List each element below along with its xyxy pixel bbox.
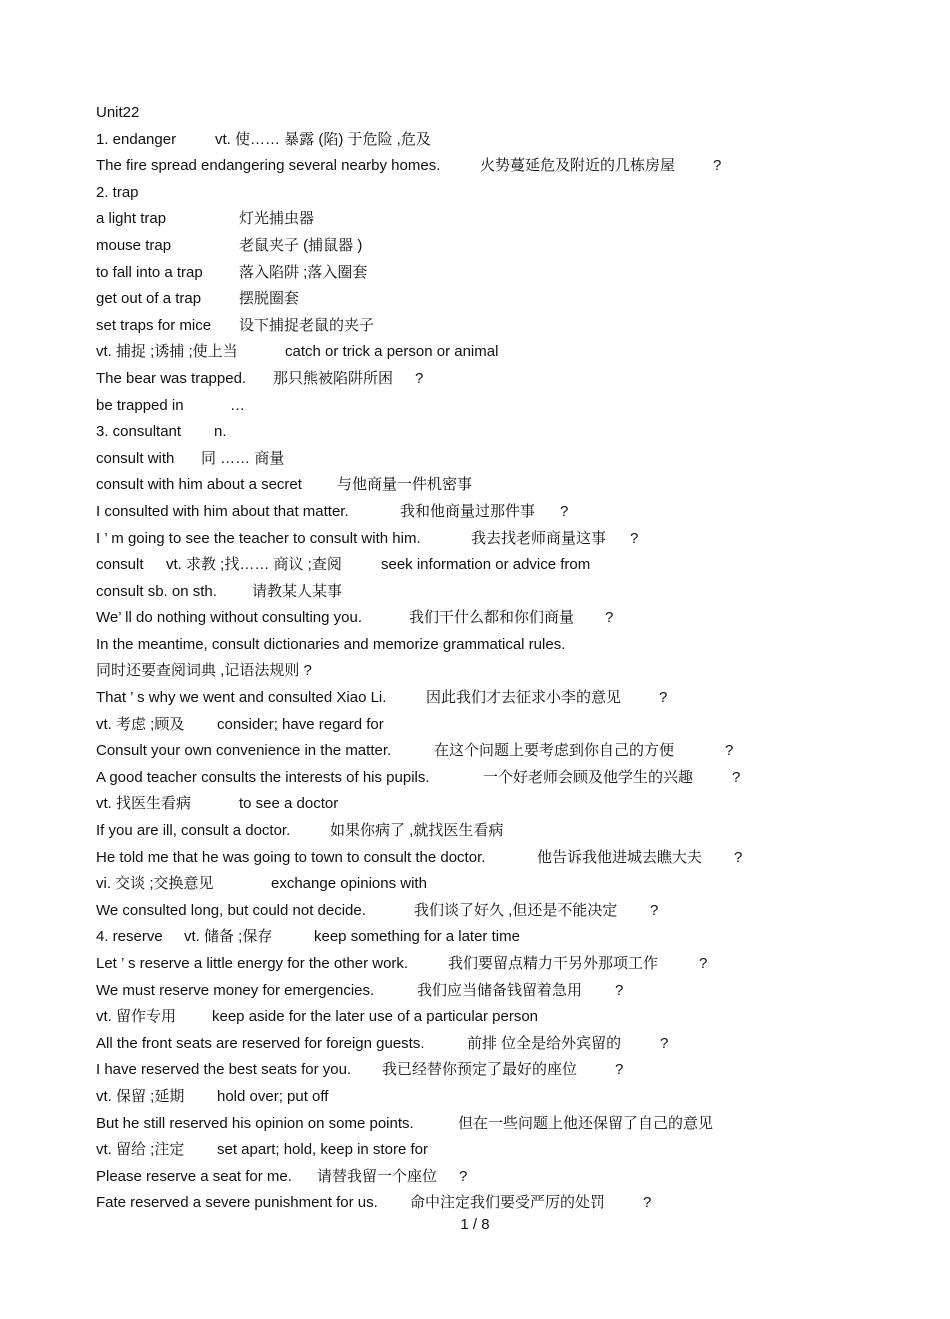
text-segment: n. <box>214 423 227 441</box>
text-segment: keep something for a later time <box>314 928 520 946</box>
page-number: 1 / 8 <box>460 1216 490 1233</box>
text-segment: 我去找老师商量这事 <box>471 529 607 547</box>
text-segment: 在这个问题上要考虑到你自己的方便 <box>434 742 675 760</box>
text-segment: We must reserve money for emergencies. <box>96 981 375 999</box>
text-segment: 设下捕捉老鼠的夹子 <box>239 316 375 334</box>
text-segment: vt. 保留 ;延期 <box>96 1087 185 1105</box>
text-segment: vt. 留作专用 <box>96 1008 177 1026</box>
text-segment: 我们谈了好久 ,但还是不能决定 <box>414 901 618 919</box>
text-line <box>96 1190 916 1217</box>
text-segment: 灯光捕虫器 <box>239 210 315 228</box>
text-segment: Let ’ s reserve a little energy for the other work. <box>96 955 409 972</box>
text-segment: ? <box>660 1034 669 1052</box>
text-segment: keep aside for the later use of a particular person <box>212 1008 539 1026</box>
text-segment: ? <box>415 369 424 387</box>
text-segment: hold over; put off <box>217 1087 329 1105</box>
text-line <box>96 658 916 685</box>
text-segment: Consult your own convenience in the matter. <box>96 742 392 760</box>
document-body <box>96 100 916 1217</box>
text-line <box>96 924 916 951</box>
text-line <box>96 526 916 553</box>
text-segment: ? <box>713 157 722 175</box>
text-segment: 2. trap <box>96 183 139 201</box>
text-segment: a light trap <box>96 210 167 228</box>
text-segment: 落入陷阱 ;落入圈套 <box>239 263 368 281</box>
text-segment: consult sb. on sth. <box>96 582 217 600</box>
text-line <box>96 845 916 872</box>
text-line <box>96 100 916 127</box>
text-segment: ? <box>615 1061 624 1079</box>
text-segment: 如果你病了 ,就找医生看病 <box>330 822 504 840</box>
text-line <box>96 446 916 473</box>
text-segment: 摆脱圈套 <box>239 290 300 308</box>
text-segment: 前排 位全是给外宾留的 <box>467 1034 622 1052</box>
text-segment: ? <box>699 955 708 972</box>
text-segment: get out of a trap <box>96 290 202 308</box>
text-segment: 同 …… 商量 <box>201 449 285 467</box>
text-segment: 请替我留一个座位 <box>317 1167 438 1185</box>
text-segment: ? <box>725 742 734 760</box>
text-segment: 命中注定我们要受严厉的处罚 <box>410 1194 606 1212</box>
text-line <box>96 1031 916 1058</box>
text-segment: ? <box>659 689 668 707</box>
text-segment: 我们应当储备钱留着急用 <box>417 981 583 999</box>
text-segment: vt. 储备 ;保存 <box>184 928 273 946</box>
text-segment: vt. 求教 ;找…… 商议 ;查阅 <box>166 556 342 574</box>
text-segment: ? <box>459 1167 468 1185</box>
text-segment: exchange opinions with <box>271 875 427 893</box>
text-line <box>96 1057 916 1084</box>
text-segment: 因此我们才去征求小李的意见 <box>426 689 622 707</box>
text-segment: vt. 使…… 暴露 (陷) 于危险 ,危及 <box>215 130 431 148</box>
text-segment: 4. reserve <box>96 928 163 946</box>
text-line <box>96 978 916 1005</box>
text-segment: seek information or advice from <box>381 556 591 574</box>
text-line <box>96 1004 916 1031</box>
text-line <box>96 1164 916 1191</box>
text-segment: 一个好老师会顾及他学生的兴趣 <box>483 768 694 786</box>
text-segment: 请教某人某事 <box>252 582 343 600</box>
text-segment: vt. 考虑 ;顾及 <box>96 715 185 733</box>
text-segment: vt. 留给 ;注定 <box>96 1141 185 1159</box>
text-line <box>96 791 916 818</box>
text-segment: If you are ill, consult a doctor. <box>96 822 291 840</box>
text-segment: I have reserved the best seats for you. <box>96 1061 352 1079</box>
text-segment: … <box>230 396 245 414</box>
text-segment: That ’ s why we went and consulted Xiao Li. <box>96 689 387 707</box>
text-segment: set apart; hold, keep in store for <box>217 1141 428 1159</box>
text-segment: 火势蔓延危及附近的几栋房屋 <box>480 157 676 175</box>
text-line <box>96 632 916 659</box>
text-segment: A good teacher consults the interests of his pupils. <box>96 768 430 786</box>
text-segment: ? <box>734 848 743 866</box>
text-segment: set traps for mice <box>96 316 212 334</box>
text-segment: 3. consultant <box>96 423 182 441</box>
text-line <box>96 1084 916 1111</box>
text-segment: We’ ll do nothing without consulting you. <box>96 609 362 627</box>
text-segment: to see a doctor <box>239 795 339 813</box>
text-segment: We consulted long, but could not decide. <box>96 901 366 919</box>
text-line <box>96 419 916 446</box>
text-segment: I ’ m going to see the teacher to consult with him. <box>96 529 421 547</box>
text-segment: The bear was trapped. <box>96 369 247 387</box>
text-line <box>96 472 916 499</box>
text-line <box>96 286 916 313</box>
text-segment: consider; have regard for <box>217 715 384 733</box>
text-segment: 他告诉我他进城去瞧大夫 <box>537 848 703 866</box>
text-line <box>96 180 916 207</box>
text-segment: vi. 交谈 ;交换意见 <box>96 875 214 893</box>
text-segment: ? <box>560 502 569 520</box>
text-segment: to fall into a trap <box>96 263 203 281</box>
text-line <box>96 605 916 632</box>
text-line <box>96 233 916 260</box>
text-line <box>96 339 916 366</box>
text-line <box>96 712 916 739</box>
text-line <box>96 393 916 420</box>
text-segment: ? <box>732 768 741 786</box>
text-segment: 我和他商量过那件事 <box>400 502 536 520</box>
text-segment: catch or trick a person or animal <box>285 343 499 361</box>
text-segment: be trapped in <box>96 396 184 414</box>
text-line <box>96 206 916 233</box>
text-segment: Please reserve a seat for me. <box>96 1167 292 1185</box>
text-segment: ? <box>630 529 639 547</box>
text-segment: 我们干什么都和你们商量 <box>409 609 575 627</box>
text-segment: 同时还要查阅词典 ,记语法规则 ? <box>96 662 312 680</box>
text-segment: consult <box>96 556 144 574</box>
text-segment: ? <box>615 981 624 999</box>
text-line <box>96 1137 916 1164</box>
text-segment: 但在一些问题上他还保留了自己的意见 <box>458 1114 714 1132</box>
text-line <box>96 1111 916 1138</box>
text-segment: 老鼠夹子 (捕鼠器 ) <box>239 236 363 254</box>
text-line <box>96 366 916 393</box>
text-segment: ? <box>605 609 614 627</box>
text-segment: mouse trap <box>96 236 172 254</box>
text-line <box>96 871 916 898</box>
text-line <box>96 579 916 606</box>
text-segment: All the front seats are reserved for foreign guests. <box>96 1034 425 1052</box>
text-segment: consult with him about a secret <box>96 476 302 494</box>
text-segment: 1. endanger <box>96 130 177 148</box>
text-line <box>96 260 916 287</box>
text-line <box>96 818 916 845</box>
text-line <box>96 313 916 340</box>
text-segment: 与他商量一件机密事 <box>337 476 473 494</box>
text-segment: consult with <box>96 449 175 467</box>
text-segment: ? <box>650 901 659 919</box>
text-segment: 那只熊被陷阱所困 <box>273 369 394 387</box>
text-segment: Unit22 <box>96 104 140 121</box>
text-segment: 我们要留点精力干另外那项工作 <box>448 955 659 972</box>
text-segment: He told me that he was going to town to consult the doctor. <box>96 848 486 866</box>
text-segment: But he still reserved his opinion on some points. <box>96 1114 414 1132</box>
text-line <box>96 153 916 180</box>
text-line <box>96 127 916 154</box>
text-segment: vt. 找医生看病 <box>96 795 192 813</box>
text-segment: vt. 捕捉 ;诱捕 ;使上当 <box>96 343 238 361</box>
text-segment: Fate reserved a severe punishment for us. <box>96 1194 378 1212</box>
text-line <box>96 765 916 792</box>
text-line <box>96 552 916 579</box>
text-line <box>96 898 916 925</box>
text-line <box>96 951 916 978</box>
text-segment: 我已经替你预定了最好的座位 <box>382 1061 578 1079</box>
text-segment: In the meantime, consult dictionaries and memorize grammatical rules. <box>96 635 566 653</box>
text-line <box>96 685 916 712</box>
text-segment: I consulted with him about that matter. <box>96 502 349 520</box>
text-line <box>96 738 916 765</box>
text-segment: The fire spread endangering several nearby homes. <box>96 157 441 175</box>
text-segment: ? <box>643 1194 652 1212</box>
text-line <box>96 499 916 526</box>
